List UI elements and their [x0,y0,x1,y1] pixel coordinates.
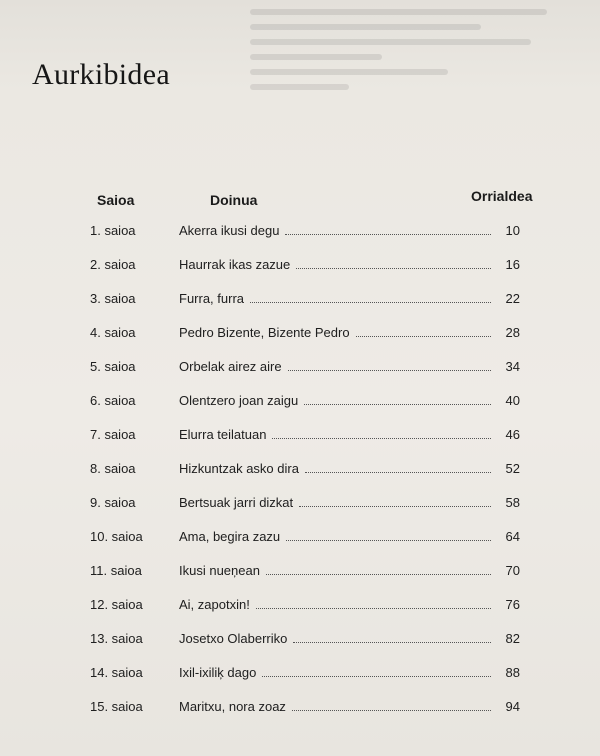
session-label: 11. saioa [90,563,142,578]
dot-leader [293,642,491,643]
column-header-song: Doinua [210,192,258,208]
toc-row[interactable] [90,325,520,359]
toc-row[interactable] [90,291,520,325]
song-title: Josetxo Olaberriko [179,631,288,646]
song-title: Ixil-ixiliķ dago [179,665,257,680]
dot-leader [288,370,491,371]
toc-row[interactable] [90,461,520,495]
toc-row[interactable] [90,665,520,699]
song-title: Ai, zapotxin! [179,597,250,612]
dot-leader [292,710,491,711]
dot-leader [250,302,491,303]
song-title: Akerra ikusi degu [179,223,280,238]
toc-row[interactable] [90,597,520,631]
song-title: Hizkuntzak asko dira [179,461,299,476]
page-number: 82 [505,631,520,646]
session-label: 14. saioa [90,665,143,680]
column-header-page: Orrialdea [471,188,533,204]
toc-row[interactable] [90,631,520,665]
session-label: 5. saioa [90,359,136,374]
dot-leader [266,574,491,575]
show-through-text [250,0,580,180]
song-title: Furra, furra [179,291,245,306]
session-label: 1. saioa [90,223,136,238]
page-number: 34 [505,359,520,374]
session-label: 2. saioa [90,257,136,272]
dot-leader [286,540,491,541]
song-title: Maritxu, nora zoaz [179,699,286,714]
page-number: 88 [505,665,520,680]
dot-leader [262,676,491,677]
page-number: 70 [505,563,520,578]
song-title: Ama, begira zazu [179,529,281,544]
dot-leader [285,234,491,235]
dot-leader [304,404,491,405]
toc-row[interactable] [90,529,520,563]
toc-row[interactable] [90,495,520,529]
toc-row[interactable] [90,427,520,461]
song-title: Ikusi nueņean [179,563,260,578]
song-title: Elurra teilatuan [179,427,267,442]
session-label: 13. saioa [90,631,143,646]
toc-row[interactable] [90,257,520,291]
session-label: 7. saioa [90,427,136,442]
toc-row[interactable] [90,699,520,733]
dot-leader [256,608,491,609]
dot-leader [272,438,491,439]
toc-row[interactable] [90,563,520,597]
table-of-contents [90,223,520,733]
session-label: 15. saioa [90,699,143,714]
page-title: Aurkibidea [32,58,170,91]
page-number: 40 [505,393,520,408]
song-title: Olentzero joan zaigu [179,393,299,408]
toc-row[interactable] [90,223,520,257]
page-number: 94 [505,699,520,714]
song-title: Orbelak airez aire [179,359,282,374]
column-header-session: Saioa [97,192,135,208]
page-number: 10 [505,223,520,238]
session-label: 12. saioa [90,597,143,612]
dot-leader [305,472,491,473]
page-number: 28 [505,325,520,340]
dot-leader [296,268,491,269]
session-label: 9. saioa [90,495,136,510]
session-label: 8. saioa [90,461,136,476]
session-label: 10. saioa [90,529,143,544]
toc-row[interactable] [90,393,520,427]
dot-leader [356,336,491,337]
page-number: 16 [505,257,520,272]
dot-leader [299,506,491,507]
session-label: 6. saioa [90,393,136,408]
song-title: Pedro Bizente, Bizente Pedro [179,325,350,340]
song-title: Haurrak ikas zazue [179,257,291,272]
session-label: 4. saioa [90,325,136,340]
page-number: 58 [505,495,520,510]
page-number: 76 [505,597,520,612]
toc-row[interactable] [90,359,520,393]
session-label: 3. saioa [90,291,136,306]
page-number: 22 [505,291,520,306]
page-number: 64 [505,529,520,544]
page-number: 46 [505,427,520,442]
song-title: Bertsuak jarri dizkat [179,495,294,510]
page-number: 52 [505,461,520,476]
